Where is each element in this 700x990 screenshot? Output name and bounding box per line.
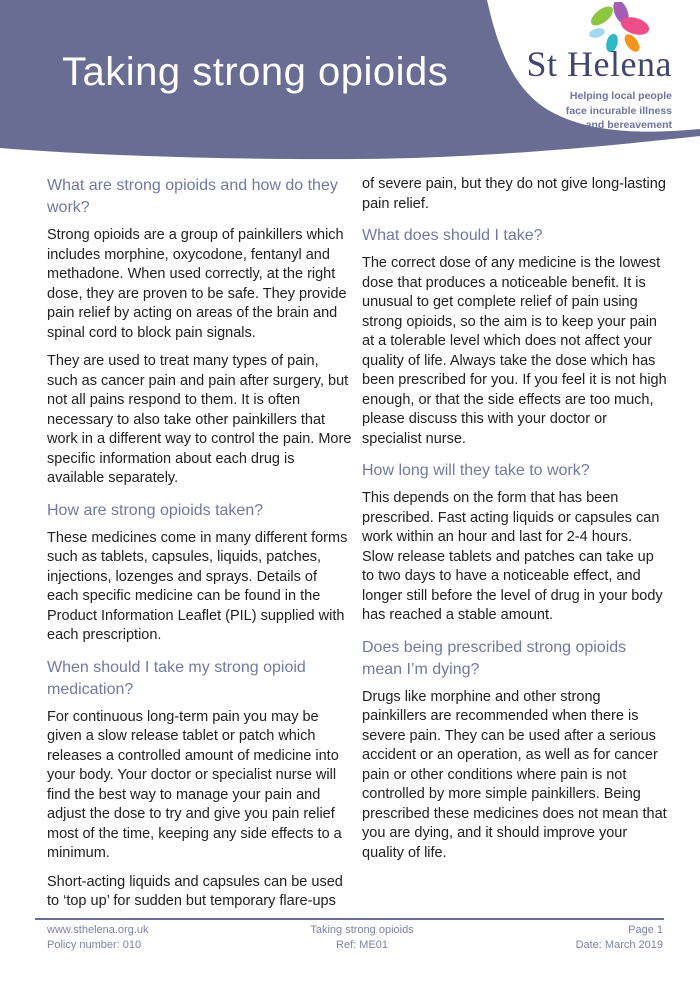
paragraph: Strong opioids are a group of painkillers which includes morphine, oxycodone, fentanyl and methadone. When used correctly, at the right dose, they are proven to be safe. They provide pain relief by acting on areas of the brain and spinal cord to block pain signals. <box>47 227 347 341</box>
footer-website: www.sthelena.org.uk <box>47 924 149 936</box>
footer-date: Date: March 2019 <box>575 939 663 951</box>
paragraph: These medicines come in many different forms such as tablets, capsules, liquids, patches, injections, lozenges and sprays. Details of each specific medicine can be found in the Product Information Leaflet (PIL) supplied with each prescription. <box>47 529 348 643</box>
sthelena-logo <box>462 2 672 133</box>
logo-tagline-line: Helping local people <box>569 90 672 102</box>
logo-tagline-line: face incurable illness <box>565 104 672 117</box>
column-right <box>362 170 667 872</box>
paragraph: This depends on the form that has been prescribed. Fast acting liquids or capsules can work within an hour and last for 2-4 hours. Slow release tablets and patches can take up to two days to have a noticeable effect, and longer still before the level of drug in your body has reached a stable amount. <box>362 490 663 623</box>
flower-petal <box>588 3 616 29</box>
paragraph: For continuous long-term pain you may be given a slow release tablet or patch which releases a controlled amount of medicine into your body. Your doctor or specialist nurse will find the best way to manage your pain and adjust the dose to try and give you pain relief most of the time, keeping any side effects to a minimum. <box>47 708 342 861</box>
page-title: Taking strong opioids <box>62 50 449 94</box>
column-left <box>47 170 352 921</box>
footer-page-number: Page 1 <box>628 924 663 936</box>
logo-wordmark: St Helena <box>526 44 672 84</box>
footer-divider <box>35 918 664 920</box>
flower-petal <box>588 27 606 40</box>
footer-policy-number: Policy number: 010 <box>47 939 142 951</box>
logo-tagline <box>566 89 672 133</box>
page-footer <box>47 923 663 953</box>
paragraph: Drugs like morphine and other strong painkillers are recommended when there is severe pain. They can be used after a serious accident or an operation, as well as for cancer pain or other conditions where pain is not controlled by more simple painkillers. Being prescribed these medicines does not mean that you are dying, and it should improve your quality of life. <box>362 688 667 861</box>
footer-right <box>576 923 663 953</box>
footer-left <box>47 923 149 953</box>
section-heading: What does should I take? <box>362 227 543 244</box>
logo-tagline-line: and bereavement <box>585 119 672 131</box>
section-heading: What are strong opioids and how do they work? <box>47 177 338 216</box>
footer-ref: Ref: ME01 <box>336 939 389 951</box>
paragraph: They are used to treat many types of pain, such as cancer pain and pain after surgery, but not all pains respond to them. It is often necessary to also take other painkillers that work in a different way to control the pain. More specific information about each drug is available separately. <box>47 353 352 486</box>
section-heading: How are strong opioids taken? <box>47 501 264 519</box>
footer-doc-title: Taking strong opioids <box>310 924 414 936</box>
footer-center <box>310 923 413 953</box>
paragraph: The correct dose of any medicine is the lowest dose that produces a noticeable benefit. It is unusual to get complete relief of pain using strong opioids, so the aim is to keep your pain at a tolerable level which does not affect your quality of life. Always take the dose which has been prescribed for you. If you feel it is not high enough, or that the side effects are too much, please discuss this with your doctor or specialist nurse. <box>362 255 667 447</box>
paragraph: Short-acting liquids and capsules can be used to ‘top up’ for sudden but temporary flare-ups <box>47 873 343 909</box>
page-header <box>0 0 700 170</box>
section-heading: When should I take my strong opioid medication? <box>47 658 306 698</box>
section-heading: How long will they take to work? <box>362 462 590 479</box>
paragraph: of severe pain, but they do not give long-lasting pain relief. <box>362 176 666 212</box>
section-heading: Does being prescribed strong opioids mean I’m dying? <box>362 638 627 678</box>
